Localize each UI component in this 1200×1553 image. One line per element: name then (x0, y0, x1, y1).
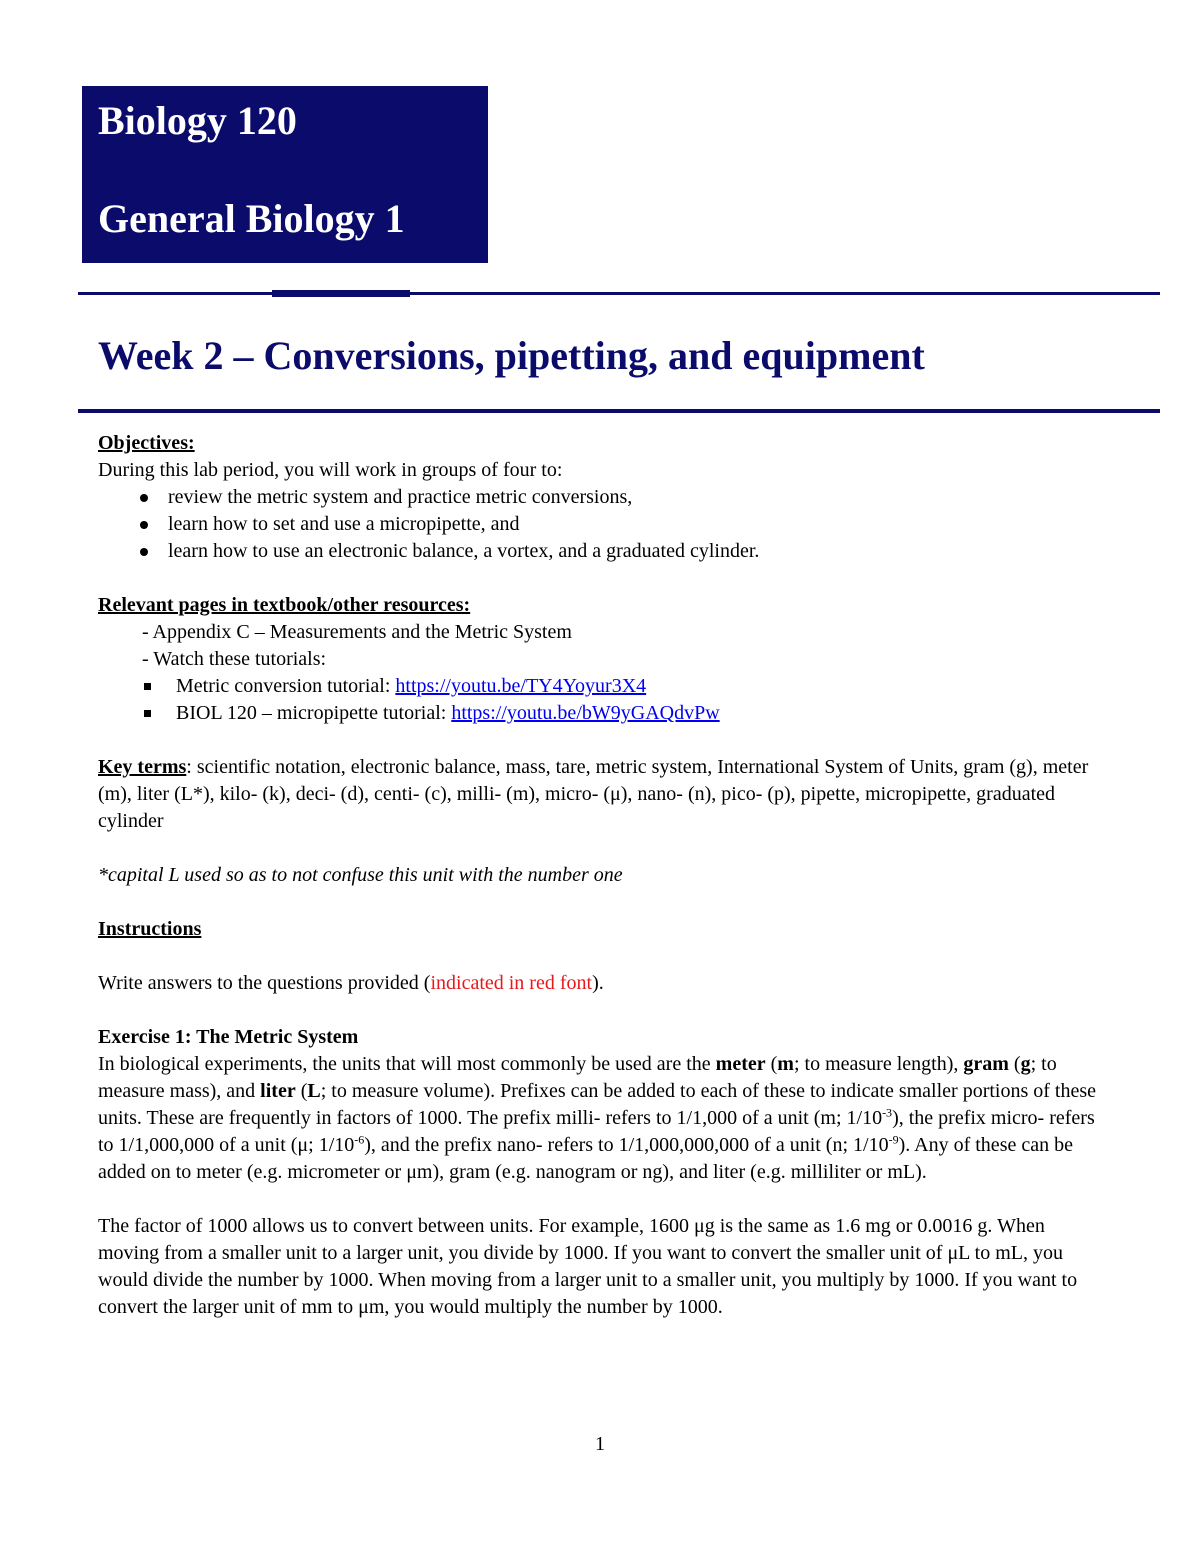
tutorial-link-metric[interactable]: https://youtu.be/TY4Yoyur3X4 (395, 675, 647, 697)
tutorial-link-micropipette[interactable]: https://youtu.be/bW9yGAQdvPw (451, 702, 720, 724)
red-font-note: indicated in red font (430, 972, 593, 994)
objectives-list (98, 484, 1108, 565)
exercise-1-section (98, 1024, 1108, 1321)
exercise-1-heading: Exercise 1: The Metric System (98, 1026, 359, 1048)
key-terms-label: Key terms (98, 756, 187, 778)
exercise-1-paragraph-1: In biological experiments, the units that will most commonly be used are the meter (m; to measure length), gram (g; to measure mass), and liter (L; to measure volume). Prefixes can be added to each of these to indicate smaller portions of these units. These are frequently in factors of 1000. The prefix milli- refers to 1/1,000 of a unit (m; $1/10^{-3}$), the prefix micro- refers to 1/1,000,000 of a unit (μ; $1/10^{-6}$), and the prefix nano- refers to 1/1,000,000,000 of a unit (n; $1/10^{-9}$). Any of these can be added on to meter (e.g. micrometer or μm), gram (e.g. nanogram or ng), and liter (e.g. milliliter or mL). (98, 1053, 1097, 1183)
tutorial-label: BIOL 120 – micropipette tutorial: (176, 702, 452, 724)
objectives-heading: Objectives: (98, 432, 195, 454)
objective-item: learn how to set and use a micropipette, and (138, 511, 1108, 538)
top-divider (78, 292, 1160, 295)
key-terms-text: : scientific notation, electronic balance, mass, tare, metric system, International System of Units, gram (g), meter (m), liter (L*), kilo- (k), deci- (d), centi- (c), milli- (m), micro- (μ), nano- (n), pico- (p), pipette, micropipette, graduated cylinder (98, 756, 1089, 832)
page-number: 1 (595, 1433, 605, 1455)
footnote: *capital L used so as to not confuse this unit with the number one (98, 864, 623, 886)
objectives-section (98, 430, 1108, 565)
document-body (98, 430, 1108, 1321)
instructions-text: Write answers to the questions provided (indicated in red font). (98, 972, 604, 994)
title-divider (78, 409, 1160, 413)
resource-watch: - Watch these tutorials: (142, 648, 327, 670)
course-code: Biology 120 (98, 98, 297, 143)
resource-appendix: - Appendix C – Measurements and the Metric System (142, 621, 572, 643)
tutorial-item-metric (144, 673, 1108, 700)
instructions-heading: Instructions (98, 918, 202, 940)
resources-heading: Relevant pages in textbook/other resources: (98, 594, 471, 616)
page-title: Week 2 – Conversions, pipetting, and equipment (98, 333, 925, 378)
tutorials-list (98, 673, 1108, 727)
objective-item: learn how to use an electronic balance, a vortex, and a graduated cylinder. (138, 538, 1108, 565)
top-divider-accent (272, 290, 410, 297)
tutorial-label: Metric conversion tutorial: (176, 675, 396, 697)
tutorial-item-micropipette (144, 700, 1108, 727)
exercise-1-paragraph-2: The factor of 1000 allows us to convert between units. For example, 1600 μg is the same as 1.6 mg or 0.0016 g. When moving from a smaller unit to a larger unit, you divide by 1000. If you want to convert the smaller unit of μL to mL, you would divide the number by 1000. When moving from a larger unit to a smaller unit, you multiply by 1000. If you want to convert the larger unit of mm to μm, you would multiply the number by 1000. (98, 1215, 1078, 1318)
course-header-box (82, 86, 488, 263)
objective-item: review the metric system and practice metric conversions, (138, 484, 1108, 511)
key-terms-paragraph (98, 754, 1108, 835)
course-name: General Biology 1 (98, 196, 405, 241)
resources-section (98, 592, 1108, 727)
objectives-intro: During this lab period, you will work in groups of four to: (98, 459, 563, 481)
